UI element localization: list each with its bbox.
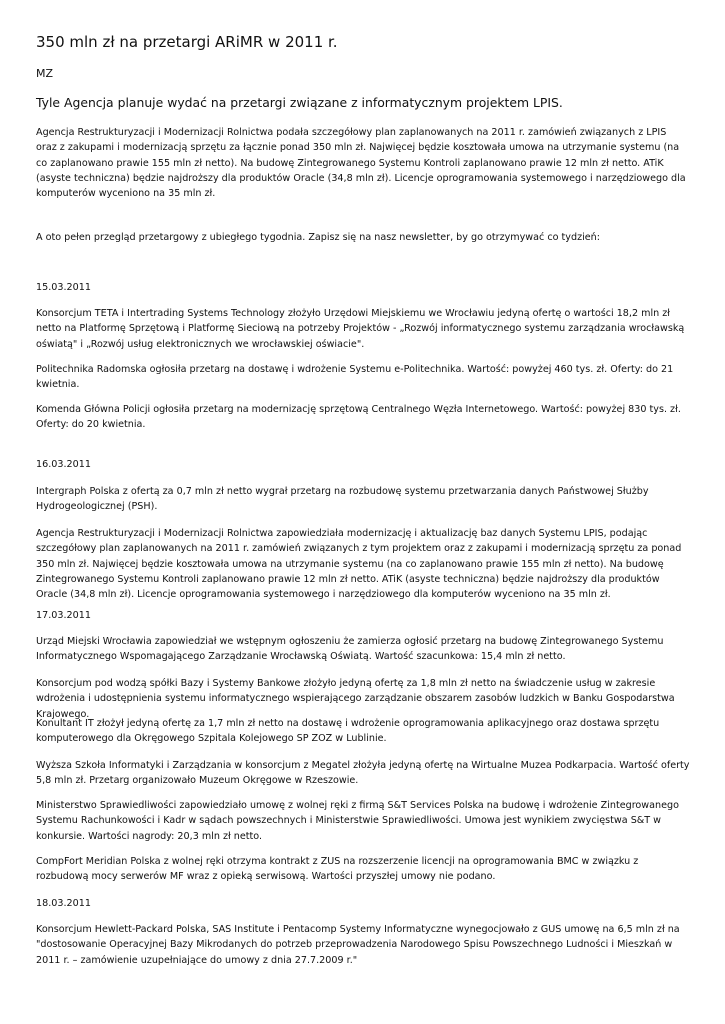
date-heading: 15.03.2011: [36, 282, 91, 293]
date-heading: 18.03.2011: [36, 898, 91, 909]
tender-item: Konsorcjum Hewlett-Packard Polska, SAS Institute i Pentacomp Systemy Informatyczne wynegocjowało z GUS umowę na 6,5 mln zł na "dostosowanie Operacyjnej Bazy Mikrodanych do potrzeb przeprowadzenia Narodowego Spisu Powszechnego Ludności i Mieszkań w 2011 r. – zamówienie uzupełniające do umowy z dnia 27.7.2009 r.": [36, 924, 680, 966]
tender-item: Konultant IT złożył jedyną ofertę za 1,7 mln zł netto na dostawę i wdrożenie oprogramowania aplikacyjnego oraz dostawa sprzętu komputerowego dla Okręgowego Szpitala Kolejowego SP ZOZ w Lublinie.: [36, 718, 660, 745]
tender-item: CompFort Meridian Polska z wolnej ręki otrzyma kontrakt z ZUS na rozszerzenie licencji na oprogramowania BMC w związku z rozbudową mocy serwerów MF wraz z opieką serwisową. Wartości przyszłej umowy nie podano.: [36, 856, 639, 883]
tender-item: Konsorcjum TETA i Intertrading Systems Technology złożyło Urzędowi Miejskiemu we Wrocławiu jedyną ofertę o wartości 18,2 mln zł netto na Platformę Sprzętową i Platformę Sieciową na potrzeby Projektów - „Rozwój informatycznego systemu zarządzania wrocławską oświatą" i „Rozwój usług elektronicznych we wrocławskiej oświacie".: [36, 308, 685, 350]
article-intro: Agencja Restrukturyzacji i Modernizacji Rolnictwa podała szczegółowy plan zaplanowanych na 2011 r. zamówień związanych z LPIS oraz z zakupami i modernizacją sprzętu za łącznie ponad 350 mln zł. Najwięcej będzie kosztowała umowa na utrzymanie systemu (na co zaplanowano prawie 155 mln zł netto). Na budowę Zintegrowanego Systemu Kontroli zaplanowano prawie 12 mln zł netto. ATiK (asyste techniczna) będzie najdroższy dla produktów Oracle (34,8 mln zł). Licencje oprogramowania systemowego i narzędziowego dla komputerów wyceniono na 35 mln zł.: [36, 127, 686, 200]
article-author: MZ: [36, 67, 54, 80]
overview-paragraph: A oto pełen przegląd przetargowy z ubiegłego tygodnia. Zapisz się na nasz newsletter, by go otrzymywać co tydzień:: [36, 232, 600, 243]
tender-item: Wyższa Szkoła Informatyki i Zarządzania w konsorcjum z Megatel złożyła jedyną ofertę na Wirtualne Muzea Podkarpacia. Wartość oferty 5,8 mln zł. Przetarg organizowało Muzeum Okręgowe w Rzeszowie.: [36, 760, 690, 787]
tender-item: Urząd Miejski Wrocławia zapowiedział we wstępnym ogłoszeniu że zamierza ogłosić przetarg na budowę Zintegrowanego Systemu Informatycznego Wspomagającego Zarządzanie Wrocławską Oświatą. Wartość szacunkowa: 15,4 mln zł netto.: [36, 636, 664, 663]
tender-item: Komenda Główna Policji ogłosiła przetarg na modernizację sprzętową Centralnego Węzła Internetowego. Wartość: powyżej 830 tys. zł. Oferty: do 20 kwietnia.: [36, 404, 681, 431]
date-heading: 17.03.2011: [36, 610, 91, 621]
tender-item: Ministerstwo Sprawiedliwości zapowiedziało umowę z wolnej ręki z firmą S&T Services Polska na budowę i wdrożenie Zintegrowanego Systemu Rachunkowości i Kadr w sądach powszechnych i Ministerstwie Sprawiedliwości. Umowa jest wynikiem zwycięstwa S&T w konkursie. Wartości nagrody: 20,3 mln zł netto.: [36, 800, 679, 842]
article-lead: Tyle Agencja planuje wydać na przetargi związane z informatycznym projektem LPIS.: [36, 95, 563, 110]
tender-item: Politechnika Radomska ogłosiła przetarg na dostawę i wdrożenie Systemu e-Politechnika. Wartość: powyżej 460 tys. zł. Oferty: do 21 kwietnia.: [36, 364, 674, 391]
tender-item: Intergraph Polska z ofertą za 0,7 mln zł netto wygrał przetarg na rozbudowę systemu przetwarzania danych Państwowej Służby Hydrogeologicznej (PSH).: [36, 486, 649, 513]
date-heading: 16.03.2011: [36, 459, 91, 470]
tender-item: Agencja Restrukturyzacji i Modernizacji Rolnictwa zapowiedziała modernizację i aktualizację baz danych Systemu LPIS, podając szczegółowy plan zaplanowanych na 2011 r. zamówień związanych z tym projektem oraz z zakupami i modernizacją sprzętu za ponad 350 mln zł. Najwięcej będzie kosztowała umowa na utrzymanie systemu (na co zaplanowano prawie 155 mln zł netto). Na budowę Zintegrowanego Systemu Kontroli zaplanowano prawie 12 mln zł netto. ATiK (asyste techniczna) będzie najdroższy dla produktów Oracle (34,8 mln zł). Licencje oprogramowania systemowego i narzędziowego dla komputerów wyceniono na 35 mln zł.: [36, 528, 682, 601]
article-title: 350 mln zł na przetargi ARiMR w 2011 r.: [36, 33, 338, 51]
tender-item: Konsorcjum pod wodzą spółki Bazy i Systemy Bankowe złożyło jedyną ofertę za 1,8 mln zł netto na świadczenie usług w zakresie wdrożenia i udostępnienia systemu informatycznego wspierającego zarządzanie obszarem zasobów ludzkich w Banku Gospodarstwa Krajowego.: [36, 678, 675, 720]
